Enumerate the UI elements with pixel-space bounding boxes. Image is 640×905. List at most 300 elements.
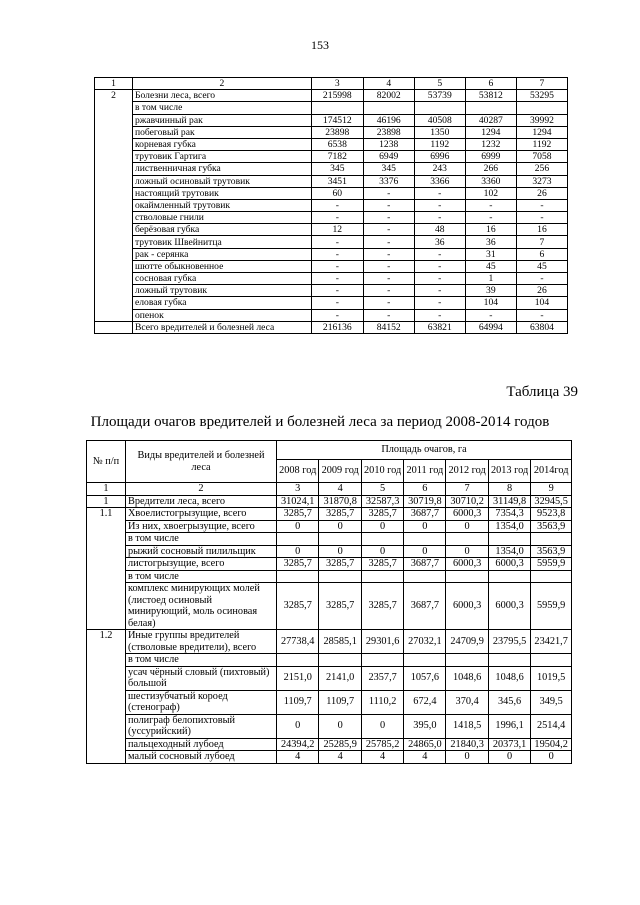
value-cell: 29301,6: [361, 630, 403, 654]
row-label-cell: комплекс минирующих молей (листоед осиновый минирующий, моль осиновая белая): [126, 583, 277, 630]
row-label-cell: пальцеходный лубоед: [126, 738, 277, 751]
row-label-cell: трутовик Гартига: [132, 151, 311, 163]
value-cell: [404, 570, 446, 583]
value-cell: -: [516, 273, 567, 285]
table-row: [87, 714, 572, 738]
table-row: [87, 751, 572, 764]
row-label-cell: рак - серянка: [132, 248, 311, 260]
value-cell: 24394,2: [277, 738, 319, 751]
row-label-cell: ржавчинный рак: [132, 114, 311, 126]
table-title: Площади очагов вредителей и болезней леса за период 2008-2014 годов: [90, 414, 550, 430]
table-row: [95, 90, 568, 102]
value-cell: -: [465, 212, 516, 224]
value-cell: [319, 533, 361, 546]
table-row: [95, 187, 568, 199]
value-cell: 30719,8: [404, 495, 446, 508]
row-label-cell: настоящий трутовик: [132, 187, 311, 199]
table-row: [87, 520, 572, 533]
value-cell: -: [311, 297, 363, 309]
value-cell: 0: [531, 751, 572, 764]
value-cell: 46196: [363, 114, 414, 126]
value-cell: 3285,7: [277, 508, 319, 521]
year-header-cell: 2010 год: [361, 460, 403, 483]
header-cell: 5: [414, 78, 465, 90]
row-label-cell: Иные группы вредителей (стволовые вредители), всего: [126, 630, 277, 654]
header-cell: 1: [95, 78, 133, 90]
header-number-cell: № п/п: [87, 441, 126, 483]
value-cell: [277, 570, 319, 583]
value-cell: 63821: [414, 321, 465, 333]
value-cell: 39992: [516, 114, 567, 126]
value-cell: 672,4: [404, 690, 446, 714]
row-label-cell: Всего вредителей и болезней леса: [132, 321, 311, 333]
value-cell: 40508: [414, 114, 465, 126]
value-cell: [361, 654, 403, 667]
value-cell: 1110,2: [361, 690, 403, 714]
year-header-cell: 2013 год: [488, 460, 530, 483]
value-cell: -: [414, 297, 465, 309]
row-label-cell: в том числе: [126, 570, 277, 583]
group-row: [87, 630, 572, 654]
value-cell: 23795,5: [488, 630, 530, 654]
value-cell: 1238: [363, 138, 414, 150]
value-cell: 6000,3: [446, 558, 488, 571]
value-cell: 3366: [414, 175, 465, 187]
row-label-cell: шютте обыкновенное: [132, 260, 311, 272]
value-cell: 345,6: [488, 690, 530, 714]
value-cell: 1350: [414, 126, 465, 138]
value-cell: [404, 654, 446, 667]
value-cell: -: [516, 199, 567, 211]
index-cell: 8: [488, 483, 530, 496]
year-header-cell: 2008 год: [277, 460, 319, 483]
value-cell: 4: [319, 751, 361, 764]
value-cell: 0: [277, 714, 319, 738]
value-cell: -: [414, 199, 465, 211]
value-cell: 349,5: [531, 690, 572, 714]
value-cell: -: [311, 212, 363, 224]
row-label-cell: шестизубчатый короед (стенограф): [126, 690, 277, 714]
value-cell: 27738,4: [277, 630, 319, 654]
table-row: [87, 558, 572, 571]
row-label-cell: в том числе: [126, 533, 277, 546]
value-cell: 1109,7: [277, 690, 319, 714]
value-cell: 1232: [465, 138, 516, 150]
value-cell: [446, 570, 488, 583]
table-row: [95, 151, 568, 163]
value-cell: 7: [516, 236, 567, 248]
value-cell: -: [414, 212, 465, 224]
value-cell: [363, 102, 414, 114]
value-cell: 3451: [311, 175, 363, 187]
table-row: [95, 285, 568, 297]
value-cell: 31149,8: [488, 495, 530, 508]
value-cell: -: [311, 309, 363, 321]
value-cell: 243: [414, 163, 465, 175]
header-name-cell: Виды вредителей и болезней леса: [126, 441, 277, 483]
value-cell: 1418,5: [446, 714, 488, 738]
value-cell: [446, 533, 488, 546]
value-cell: 266: [465, 163, 516, 175]
value-cell: 1192: [414, 138, 465, 150]
value-cell: 1057,6: [404, 666, 446, 690]
row-label-cell: Болезни леса, всего: [132, 90, 311, 102]
value-cell: 6000,3: [446, 583, 488, 630]
value-cell: 25285,9: [319, 738, 361, 751]
table-row: [95, 126, 568, 138]
row-label-cell: трутовик Швейнитца: [132, 236, 311, 248]
year-header-cell: 2012 год: [446, 460, 488, 483]
value-cell: 1048,6: [488, 666, 530, 690]
value-cell: 1109,7: [319, 690, 361, 714]
value-cell: -: [363, 273, 414, 285]
value-cell: 53812: [465, 90, 516, 102]
value-cell: 1048,6: [446, 666, 488, 690]
table-row: [95, 163, 568, 175]
value-cell: [446, 654, 488, 667]
value-cell: 3687,7: [404, 508, 446, 521]
value-cell: 31: [465, 248, 516, 260]
value-cell: 3687,7: [404, 583, 446, 630]
value-cell: -: [311, 273, 363, 285]
value-cell: 0: [404, 545, 446, 558]
value-cell: -: [414, 248, 465, 260]
value-cell: [319, 570, 361, 583]
value-cell: -: [414, 260, 465, 272]
row-label-cell: опенок: [132, 309, 311, 321]
value-cell: [404, 533, 446, 546]
value-cell: 256: [516, 163, 567, 175]
row-label-cell: Хвоелистогрызущие, всего: [126, 508, 277, 521]
row-label-cell: в том числе: [132, 102, 311, 114]
value-cell: [531, 654, 572, 667]
value-cell: [531, 570, 572, 583]
value-cell: 3285,7: [361, 558, 403, 571]
value-cell: [361, 533, 403, 546]
value-cell: 23898: [363, 126, 414, 138]
value-cell: 174512: [311, 114, 363, 126]
value-cell: 39: [465, 285, 516, 297]
row-label-cell: ложный осиновый трутовик: [132, 175, 311, 187]
header-cell: 4: [363, 78, 414, 90]
value-cell: 0: [404, 520, 446, 533]
forest-diseases-table-body: [95, 78, 568, 334]
row-label-cell: стволовые гнили: [132, 212, 311, 224]
table-row: [87, 666, 572, 690]
value-cell: 0: [446, 520, 488, 533]
table-row: [95, 236, 568, 248]
value-cell: 3376: [363, 175, 414, 187]
value-cell: -: [363, 236, 414, 248]
value-cell: 6: [516, 248, 567, 260]
row-label-cell: усач чёрный словый (пихтовый) большой: [126, 666, 277, 690]
row-label-cell: корневая губка: [132, 138, 311, 150]
table-row: [95, 297, 568, 309]
value-cell: 0: [488, 751, 530, 764]
row-label-cell: полиграф белопихтовый (уссурийский): [126, 714, 277, 738]
value-cell: -: [311, 260, 363, 272]
value-cell: 7058: [516, 151, 567, 163]
row-label-cell: в том числе: [126, 654, 277, 667]
year-header-cell: 2014год: [531, 460, 572, 483]
row-label-cell: сосновая губка: [132, 273, 311, 285]
row-label-cell: листогрызущие, всего: [126, 558, 277, 571]
table-header-row: [95, 78, 568, 90]
value-cell: 2514,4: [531, 714, 572, 738]
index-cell: 6: [404, 483, 446, 496]
value-cell: -: [465, 199, 516, 211]
header-cell: 6: [465, 78, 516, 90]
table-row: [95, 309, 568, 321]
value-cell: 21840,3: [446, 738, 488, 751]
value-cell: -: [465, 309, 516, 321]
value-cell: 215998: [311, 90, 363, 102]
value-cell: 1019,5: [531, 666, 572, 690]
value-cell: 1294: [465, 126, 516, 138]
group-number-cell: 1.2: [87, 630, 126, 764]
row-label-cell: еловая губка: [132, 297, 311, 309]
value-cell: 3285,7: [319, 508, 361, 521]
value-cell: [488, 533, 530, 546]
value-cell: 3687,7: [404, 558, 446, 571]
value-cell: 12: [311, 224, 363, 236]
value-cell: -: [414, 273, 465, 285]
value-cell: -: [363, 187, 414, 199]
value-cell: [277, 654, 319, 667]
value-cell: 23898: [311, 126, 363, 138]
table-index-row: [87, 483, 572, 496]
value-cell: 0: [361, 714, 403, 738]
value-cell: 395,0: [404, 714, 446, 738]
value-cell: 1: [465, 273, 516, 285]
value-cell: 45: [516, 260, 567, 272]
table-row: [87, 654, 572, 667]
value-cell: 0: [277, 520, 319, 533]
value-cell: -: [311, 199, 363, 211]
value-cell: 24865,0: [404, 738, 446, 751]
value-cell: -: [363, 248, 414, 260]
table-row: [87, 545, 572, 558]
index-cell: 9: [531, 483, 572, 496]
year-header-cell: 2011 год: [404, 460, 446, 483]
header-cell: 3: [311, 78, 363, 90]
value-cell: 0: [277, 545, 319, 558]
value-cell: 32587,3: [361, 495, 403, 508]
table-row: [87, 738, 572, 751]
value-cell: 4: [404, 751, 446, 764]
value-cell: [531, 533, 572, 546]
value-cell: 31024,1: [277, 495, 319, 508]
value-cell: -: [414, 187, 465, 199]
table-row: [95, 273, 568, 285]
value-cell: [361, 570, 403, 583]
value-cell: 3360: [465, 175, 516, 187]
value-cell: [488, 570, 530, 583]
value-cell: 1354,0: [488, 545, 530, 558]
value-cell: [516, 102, 567, 114]
row-label-cell: малый сосновый лубоед: [126, 751, 277, 764]
value-cell: 3285,7: [277, 583, 319, 630]
value-cell: 0: [319, 714, 361, 738]
group-number-cell: 1: [87, 495, 126, 508]
year-header-cell: 2009 год: [319, 460, 361, 483]
value-cell: 0: [361, 520, 403, 533]
value-cell: 3563,9: [531, 545, 572, 558]
value-cell: 28585,1: [319, 630, 361, 654]
value-cell: 3285,7: [361, 583, 403, 630]
value-cell: 4: [277, 751, 319, 764]
value-cell: 31870,8: [319, 495, 361, 508]
value-cell: 2357,7: [361, 666, 403, 690]
value-cell: 6000,3: [488, 583, 530, 630]
value-cell: 3563,9: [531, 520, 572, 533]
value-cell: 5959,9: [531, 583, 572, 630]
total-row: [95, 321, 568, 333]
value-cell: -: [311, 285, 363, 297]
row-label-cell: лиственничная губка: [132, 163, 311, 175]
pest-foci-area-table: [86, 440, 572, 764]
value-cell: [277, 533, 319, 546]
value-cell: -: [363, 285, 414, 297]
value-cell: [414, 102, 465, 114]
table-row: [87, 570, 572, 583]
row-label-cell: Вредители леса, всего: [126, 495, 277, 508]
value-cell: 0: [319, 545, 361, 558]
group-row: [87, 495, 572, 508]
row-label-cell: окаймленный трутовик: [132, 199, 311, 211]
value-cell: -: [311, 236, 363, 248]
table-row: [95, 199, 568, 211]
header-area-cell: Площадь очагов, га: [277, 441, 572, 460]
value-cell: 1354,0: [488, 520, 530, 533]
value-cell: 6000,3: [488, 558, 530, 571]
value-cell: 3285,7: [277, 558, 319, 571]
value-cell: 82002: [363, 90, 414, 102]
value-cell: 102: [465, 187, 516, 199]
index-cell: 3: [277, 483, 319, 496]
value-cell: [465, 102, 516, 114]
forest-diseases-table: [94, 77, 568, 334]
value-cell: 345: [311, 163, 363, 175]
group-number-cell: 2: [95, 90, 133, 322]
value-cell: 20373,1: [488, 738, 530, 751]
value-cell: 64994: [465, 321, 516, 333]
value-cell: 1996,1: [488, 714, 530, 738]
value-cell: 36: [414, 236, 465, 248]
index-cell: 1: [87, 483, 126, 496]
row-label-cell: побеговый рак: [132, 126, 311, 138]
value-cell: 3285,7: [361, 508, 403, 521]
value-cell: -: [363, 297, 414, 309]
value-cell: 26: [516, 285, 567, 297]
value-cell: 345: [363, 163, 414, 175]
table-header-row: [87, 441, 572, 460]
value-cell: 53295: [516, 90, 567, 102]
table-row: [95, 102, 568, 114]
index-cell: 4: [319, 483, 361, 496]
value-cell: 16: [465, 224, 516, 236]
table-row: [87, 583, 572, 630]
header-cell: 2: [132, 78, 311, 90]
value-cell: 40287: [465, 114, 516, 126]
value-cell: 2141,0: [319, 666, 361, 690]
value-cell: 27032,1: [404, 630, 446, 654]
table-row: [95, 114, 568, 126]
value-cell: -: [516, 309, 567, 321]
value-cell: -: [311, 248, 363, 260]
value-cell: 104: [465, 297, 516, 309]
value-cell: 5959,9: [531, 558, 572, 571]
value-cell: 0: [446, 751, 488, 764]
value-cell: 6000,3: [446, 508, 488, 521]
value-cell: 3285,7: [319, 558, 361, 571]
value-cell: -: [363, 199, 414, 211]
value-cell: 45: [465, 260, 516, 272]
value-cell: 84152: [363, 321, 414, 333]
value-cell: 36: [465, 236, 516, 248]
value-cell: [488, 654, 530, 667]
table-label: Таблица 39: [506, 384, 578, 400]
value-cell: 3273: [516, 175, 567, 187]
value-cell: 30710,2: [446, 495, 488, 508]
value-cell: -: [363, 260, 414, 272]
index-cell: 5: [361, 483, 403, 496]
value-cell: 0: [361, 545, 403, 558]
value-cell: 25785,2: [361, 738, 403, 751]
table-row: [95, 224, 568, 236]
value-cell: 7354,3: [488, 508, 530, 521]
table-row: [87, 690, 572, 714]
value-cell: [319, 654, 361, 667]
value-cell: 370,4: [446, 690, 488, 714]
empty-cell: [95, 321, 133, 333]
value-cell: 23421,7: [531, 630, 572, 654]
row-label-cell: Из них, хвоегрызущие, всего: [126, 520, 277, 533]
value-cell: 9523,8: [531, 508, 572, 521]
group-number-cell: 1.1: [87, 508, 126, 630]
value-cell: 63804: [516, 321, 567, 333]
value-cell: 60: [311, 187, 363, 199]
value-cell: 24709,9: [446, 630, 488, 654]
value-cell: 53739: [414, 90, 465, 102]
value-cell: 6996: [414, 151, 465, 163]
row-label-cell: ложный трутовик: [132, 285, 311, 297]
header-cell: 7: [516, 78, 567, 90]
value-cell: 48: [414, 224, 465, 236]
row-label-cell: рыжий сосновый пилильщик: [126, 545, 277, 558]
value-cell: 1294: [516, 126, 567, 138]
table-row: [95, 175, 568, 187]
group-row: [87, 508, 572, 521]
table-row: [95, 138, 568, 150]
table-row: [95, 260, 568, 272]
value-cell: 6949: [363, 151, 414, 163]
index-cell: 2: [126, 483, 277, 496]
value-cell: -: [363, 309, 414, 321]
value-cell: 16: [516, 224, 567, 236]
table-row: [95, 212, 568, 224]
value-cell: 32945,5: [531, 495, 572, 508]
page-number: 153: [311, 38, 329, 52]
table-row: [87, 533, 572, 546]
value-cell: 3285,7: [319, 583, 361, 630]
value-cell: -: [414, 309, 465, 321]
value-cell: 1192: [516, 138, 567, 150]
value-cell: 7182: [311, 151, 363, 163]
value-cell: 6538: [311, 138, 363, 150]
value-cell: [311, 102, 363, 114]
value-cell: 6999: [465, 151, 516, 163]
